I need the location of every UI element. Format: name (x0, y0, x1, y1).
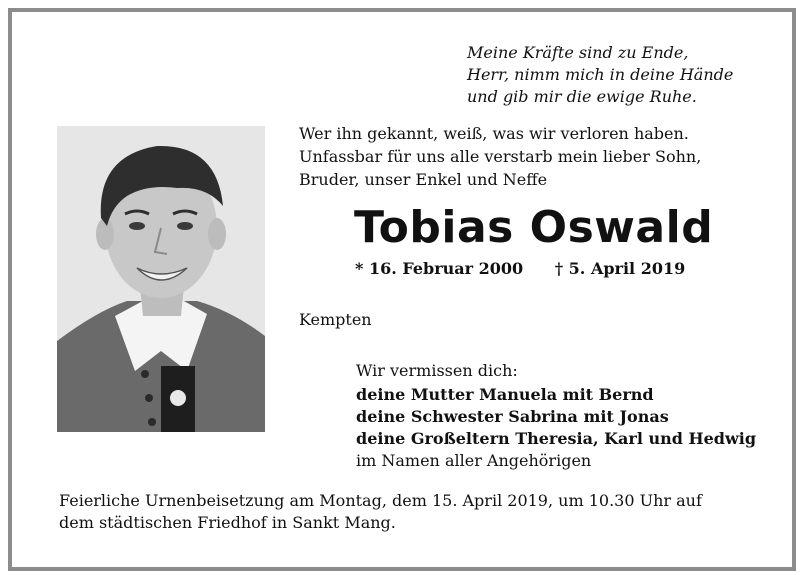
intro-text (299, 122, 701, 191)
quote (467, 42, 733, 108)
mourner-line: deine Mutter Manuela mit Bernd (356, 385, 654, 404)
place: Kempten (299, 310, 372, 329)
quote-line: Herr, nimm mich in deine Hände (467, 65, 734, 84)
mourner-line: deine Schwester Sabrina mit Jonas (356, 407, 669, 426)
quote-line: und gib mir die ewige Ruhe. (467, 87, 697, 106)
intro-line: Bruder, unser Enkel und Neffe (299, 170, 548, 189)
portrait-photo (57, 126, 265, 432)
intro-line: Wer ihn gekannt, weiß, was wir verloren haben. (299, 124, 689, 143)
birth-date: * 16. Februar 2000 (355, 259, 524, 278)
intro-line: Unfassbar für uns alle verstarb mein lieber Sohn, (299, 147, 702, 166)
funeral-info-line: dem städtischen Friedhof in Sankt Mang. (59, 513, 396, 532)
mourners-heading: Wir vermissen dich: (356, 361, 518, 380)
funeral-info-line: Feierliche Urnenbeisetzung am Montag, dem 15. April 2019, um 10.30 Uhr auf (59, 491, 702, 510)
quote-line: Meine Kräfte sind zu Ende, (467, 43, 689, 62)
mourners-closing: im Namen aller Angehörigen (356, 451, 592, 470)
funeral-info (59, 490, 702, 534)
mourners (356, 360, 756, 472)
portrait-photo-icon (57, 126, 265, 432)
mourner-line: deine Großeltern Theresia, Karl und Hedwig (356, 429, 757, 448)
deceased-name: Tobias Oswald (354, 202, 714, 253)
life-dates (355, 257, 685, 281)
death-date: † 5. April 2019 (554, 259, 686, 278)
